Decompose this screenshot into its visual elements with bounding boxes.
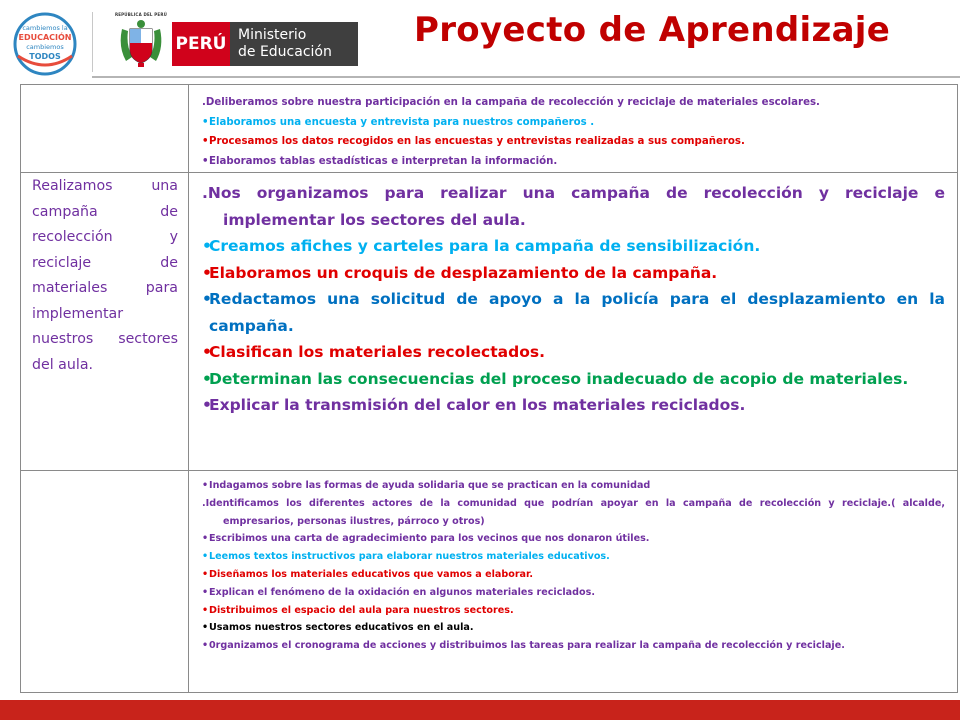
peru-crest [112, 12, 170, 73]
logo-divider [92, 12, 93, 72]
ministry-line2: de Educación [238, 44, 332, 60]
table-cell-left [21, 85, 189, 173]
activity-item: • Usamos nuestros sectores educativos en el aula. [202, 619, 945, 637]
activity-item: • Indagamos sobre las formas de ayuda solidaria que se practican en la comunidad [202, 477, 945, 495]
table-cell-left [21, 471, 189, 693]
page-title: Proyecto de Aprendizaje [414, 10, 891, 50]
peru-label: PERÚ [172, 22, 230, 66]
activity-item: • Diseñamos los materiales educativos que vamos a elaborar. [202, 566, 945, 584]
table-cell-activities [189, 173, 958, 471]
activity-item: • Explican el fenómeno de la oxidación en algunos materiales reciclados. [202, 584, 945, 602]
table-cell-activities [189, 471, 958, 693]
crest-caption: REPÚBLICA DEL PERÚ [114, 12, 168, 17]
activity-item: .Nos organizamos para realizar una campaña de recolección y reciclaje e implementar los sectores del aula. [202, 184, 945, 229]
ministry-label [230, 22, 358, 66]
footer-bar [0, 700, 960, 720]
table-row [21, 471, 958, 693]
ministry-line1: Ministerio [238, 27, 307, 43]
activity-item: • Escribimos una carta de agradecimiento para los vecinos que nos donaron útiles. [202, 530, 945, 548]
activity-item: • Distribuimos el espacio del aula para nuestros sectores. [202, 602, 945, 620]
activity-item: .Deliberamos sobre nuestra participación en la campaña de recolección y reciclaje de materiales escolares. [202, 97, 820, 108]
table-row [21, 173, 958, 471]
campaign-logo-line4: TODOS [29, 52, 61, 61]
activity-item: • Procesamos los datos recogidos en las encuestas y entrevistas realizadas a sus compañeros. [202, 132, 945, 152]
activity-list [189, 471, 957, 655]
coat-of-arms-icon [116, 17, 166, 69]
table-cell-left [21, 173, 189, 471]
activity-item: • Clasifican los materiales recolectados. [202, 339, 945, 366]
campaign-logo-line3: cambiemos [26, 43, 64, 51]
campaign-logo [8, 12, 82, 80]
activity-list [189, 173, 957, 419]
campaign-logo-line1: cambiemos la [22, 24, 68, 32]
slide-header [0, 0, 960, 84]
activity-item: • Creamos afiches y carteles para la campaña de sensibilización. [202, 233, 945, 260]
header-underline [92, 76, 960, 78]
activity-item: • Elaboramos un croquis de desplazamiento de la campaña. [202, 260, 945, 287]
activity-item: • 0rganizamos el cronograma de acciones y distribuimos las tareas para realizar la campaña de recolección y reciclaje. [202, 637, 945, 655]
activity-item: • Explicar la transmisión del calor en los materiales reciclados. [202, 392, 945, 419]
activity-item: .Identificamos los diferentes actores de la comunidad que podrían apoyar en la campaña de recolección y reciclaje.( alcalde, empresarios, personas ilustres, párroco y otros) [202, 497, 945, 527]
table-cell-activities [189, 85, 958, 173]
activities-table [20, 84, 958, 693]
activity-list [189, 85, 957, 171]
activity-item: • Elaboramos una encuesta y entrevista para nuestros compañeros . [202, 113, 945, 133]
activity-item: • Redactamos una solicitud de apoyo a la policía para el desplazamiento en la campaña. [202, 286, 945, 339]
activity-item: • Elaboramos tablas estadísticas e interpretan la información. [202, 152, 945, 172]
activity-item: • Determinan las consecuencias del proceso inadecuado de acopio de materiales. [202, 366, 945, 393]
row-left-text: Realizamos una campaña de recolección y reciclaje de materiales para implementar nuestros sectores del aula. [32, 178, 178, 373]
activity-item: • Leemos textos instructivos para elaborar nuestros materiales educativos. [202, 548, 945, 566]
table-row [21, 85, 958, 173]
campaign-logo-line2: EDUCACIÓN [18, 33, 72, 42]
